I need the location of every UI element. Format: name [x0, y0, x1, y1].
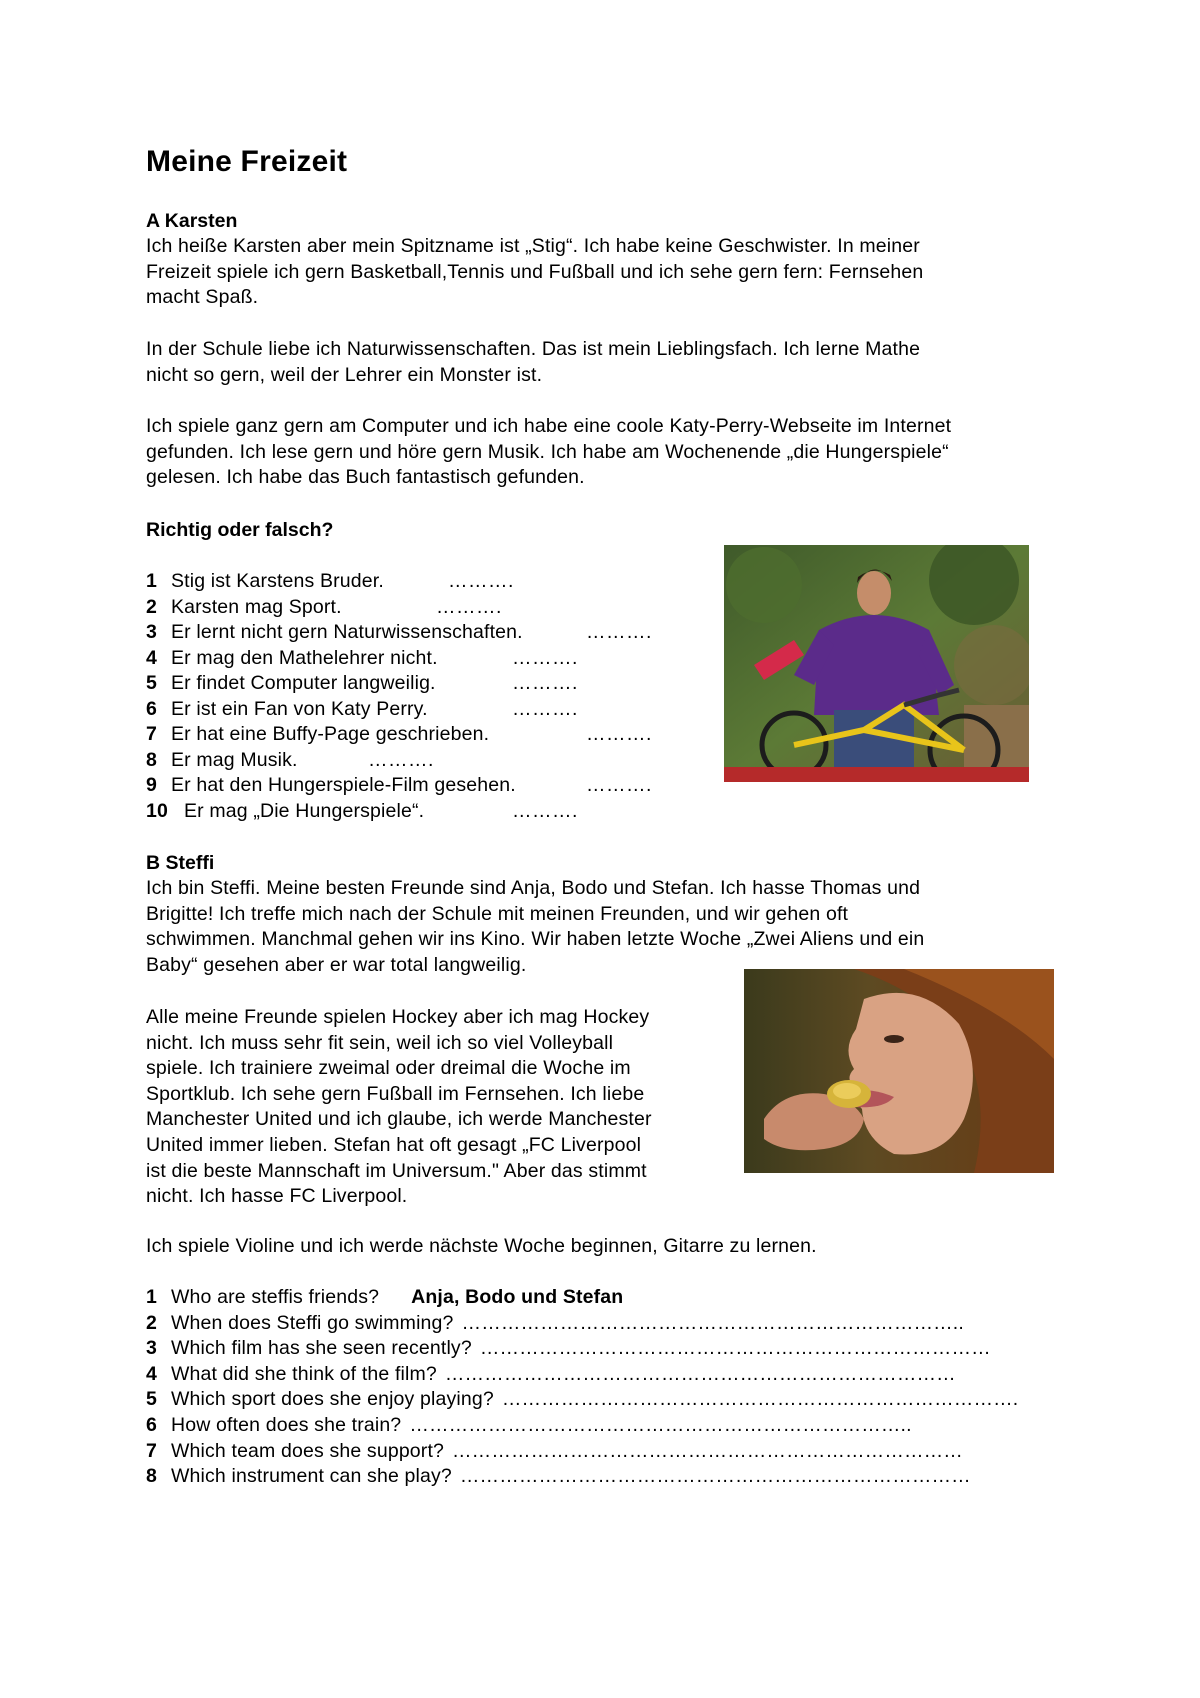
item-number: 2: [146, 596, 157, 618]
question-item: [146, 1465, 971, 1488]
answer-blank[interactable]: …………………………………………………………………….: [501, 1388, 1019, 1411]
question-number: 8: [146, 1465, 157, 1488]
section-heading-karsten: A Karsten: [146, 210, 238, 232]
answer-blank[interactable]: ……….: [586, 723, 652, 745]
item-number: 9: [146, 774, 157, 796]
item-statement: Er hat den Hungerspiele-Film gesehen.: [171, 774, 516, 796]
answer-blank[interactable]: ……………………………………………………………………: [479, 1337, 991, 1360]
question-item: [146, 1388, 1018, 1411]
page-title: Meine Freizeit: [146, 145, 348, 178]
item-number: 3: [146, 621, 157, 643]
question-item: [146, 1337, 991, 1360]
text-line: United immer lieben. Stefan hat oft gesagt „FC Liverpool: [146, 1133, 642, 1156]
question-item: [146, 1363, 956, 1386]
true-false-item: [146, 749, 298, 772]
question-text: Which film has she seen recently?: [171, 1337, 472, 1360]
question-text: Which sport does she enjoy playing?: [171, 1388, 494, 1411]
question-text: What did she think of the film?: [171, 1362, 437, 1385]
text-line: Baby“ gesehen aber er war total langweilig.: [146, 953, 527, 976]
answer-blank[interactable]: …………………………………………………………………..: [461, 1311, 964, 1334]
text-line: Ich bin Steffi. Meine besten Freunde sind Anja, Bodo und Stefan. Ich hasse Thomas und: [146, 877, 921, 899]
question-number: 4: [146, 1362, 157, 1385]
item-number: 5: [146, 672, 157, 694]
true-false-item: [146, 570, 384, 593]
question-number: 5: [146, 1388, 157, 1411]
text-line: Ich spiele ganz gern am Computer und ich habe eine coole Katy-Perry-Webseite im Internet: [146, 415, 952, 437]
question-number: 3: [146, 1337, 157, 1360]
question-number: 6: [146, 1414, 157, 1436]
cyclist-image: [724, 545, 1029, 782]
true-false-item: [146, 596, 342, 619]
true-false-item: [146, 723, 489, 746]
section-heading-steffi: B Steffi: [146, 852, 215, 874]
steffi-paragraph-3: Ich spiele Violine und ich werde nächste Woche beginnen, Gitarre zu lernen.: [146, 1235, 817, 1257]
item-statement: Er ist ein Fan von Katy Perry.: [171, 698, 428, 720]
true-false-item: [146, 647, 438, 670]
text-line: gefunden. Ich lese gern und höre gern Musik. Ich habe am Wochenende „die Hungerspiele“: [146, 440, 949, 463]
item-statement: Stig ist Karstens Bruder.: [171, 570, 384, 592]
true-false-item: [146, 621, 523, 644]
text-line: spiele. Ich trainiere zweimal oder dreimal die Woche im: [146, 1057, 631, 1080]
text-line: Manchester United und ich glaube, ich werde Manchester: [146, 1108, 652, 1131]
item-statement: Er mag den Mathelehrer nicht.: [171, 647, 438, 669]
text-line: In der Schule liebe ich Naturwissenschaften. Das ist mein Lieblingsfach. Ich lerne Mathe: [146, 338, 921, 360]
text-line: macht Spaß.: [146, 286, 259, 309]
text-line: Freizeit spiele ich gern Basketball,Tennis und Fußball und ich sehe gern fern: Fernsehen: [146, 260, 924, 283]
text-line: ist die beste Mannschaft im Universum." Aber das stimmt: [146, 1159, 647, 1182]
question-item: [146, 1414, 912, 1437]
true-false-item: [146, 774, 516, 797]
item-statement: Er mag „Die Hungerspiele“.: [184, 800, 425, 822]
text-line: nicht. Ich muss sehr fit sein, weil ich so viel Volleyball: [146, 1031, 614, 1054]
text-line: Brigitte! Ich treffe mich nach der Schule mit meinen Freunden, und wir gehen oft: [146, 902, 849, 925]
karsten-paragraph-3: [146, 414, 1066, 491]
question-number: 2: [146, 1311, 157, 1334]
item-number: 1: [146, 570, 157, 592]
true-false-item: [146, 672, 436, 695]
girl-eating-image: [744, 969, 1054, 1173]
item-statement: Karsten mag Sport.: [171, 596, 342, 618]
item-number: 10: [146, 800, 168, 822]
answer-blank[interactable]: …………………………………………………………………..: [409, 1414, 912, 1436]
item-statement: Er mag Musik.: [171, 749, 298, 771]
text-line: nicht. Ich hasse FC Liverpool.: [146, 1185, 408, 1208]
answer-blank[interactable]: ……….: [512, 698, 578, 720]
question-item: [146, 1440, 963, 1463]
answer-blank[interactable]: ……….: [586, 774, 652, 796]
text-line: Alle meine Freunde spielen Hockey aber ich mag Hockey: [146, 1006, 650, 1028]
karsten-paragraph-2: [146, 337, 1066, 388]
quiz-heading: Richtig oder falsch?: [146, 519, 334, 541]
karsten-photo: [724, 545, 1029, 782]
text-line: gelesen. Ich habe das Buch fantastisch gefunden.: [146, 466, 585, 489]
question-text: When does Steffi go swimming?: [171, 1311, 454, 1334]
text-line: Ich heiße Karsten aber mein Spitzname ist „Stig“. Ich habe keine Geschwister. In meiner: [146, 235, 920, 257]
answer-blank[interactable]: ……….: [368, 749, 434, 771]
item-number: 6: [146, 698, 157, 720]
true-false-item: [146, 800, 424, 823]
question-text: Who are steffis friends?: [171, 1286, 380, 1308]
answer-blank[interactable]: ……………………………………………………………………: [452, 1439, 963, 1462]
answer-example: Anja, Bodo und Stefan: [411, 1286, 624, 1308]
question-item: [146, 1286, 623, 1309]
answer-blank[interactable]: ……….: [512, 800, 578, 822]
question-item: [146, 1312, 964, 1335]
karsten-paragraph-1: [146, 234, 1066, 311]
answer-blank[interactable]: ……………………………………………………………………: [459, 1465, 971, 1488]
text-line: nicht so gern, weil der Lehrer ein Monster ist.: [146, 363, 543, 386]
text-line: Sportklub. Ich sehe gern Fußball im Fernsehen. Ich liebe: [146, 1082, 645, 1105]
question-text: Which team does she support?: [171, 1439, 445, 1462]
answer-blank[interactable]: ……….: [436, 596, 502, 618]
question-text: How often does she train?: [171, 1414, 402, 1436]
item-number: 8: [146, 749, 157, 771]
steffi-photo: [744, 969, 1054, 1173]
item-number: 7: [146, 723, 157, 745]
steffi-paragraph-1: [146, 876, 1066, 978]
answer-blank[interactable]: ……………………………………………………………………: [444, 1362, 956, 1385]
answer-blank[interactable]: ……….: [512, 672, 578, 694]
answer-blank[interactable]: ……….: [512, 647, 578, 669]
item-statement: Er findet Computer langweilig.: [171, 672, 436, 694]
item-number: 4: [146, 647, 157, 669]
steffi-paragraph-2: [146, 1005, 726, 1210]
item-statement: Er lernt nicht gern Naturwissenschaften.: [171, 621, 523, 643]
true-false-item: [146, 698, 428, 721]
answer-blank[interactable]: ……….: [448, 570, 514, 592]
question-text: Which instrument can she play?: [171, 1465, 452, 1488]
item-statement: Er hat eine Buffy-Page geschrieben.: [171, 723, 490, 745]
question-number: 7: [146, 1439, 157, 1462]
answer-blank[interactable]: ……….: [586, 621, 652, 643]
question-number: 1: [146, 1286, 157, 1308]
text-line: schwimmen. Manchmal gehen wir ins Kino. Wir haben letzte Woche „Zwei Aliens und ein: [146, 928, 925, 951]
